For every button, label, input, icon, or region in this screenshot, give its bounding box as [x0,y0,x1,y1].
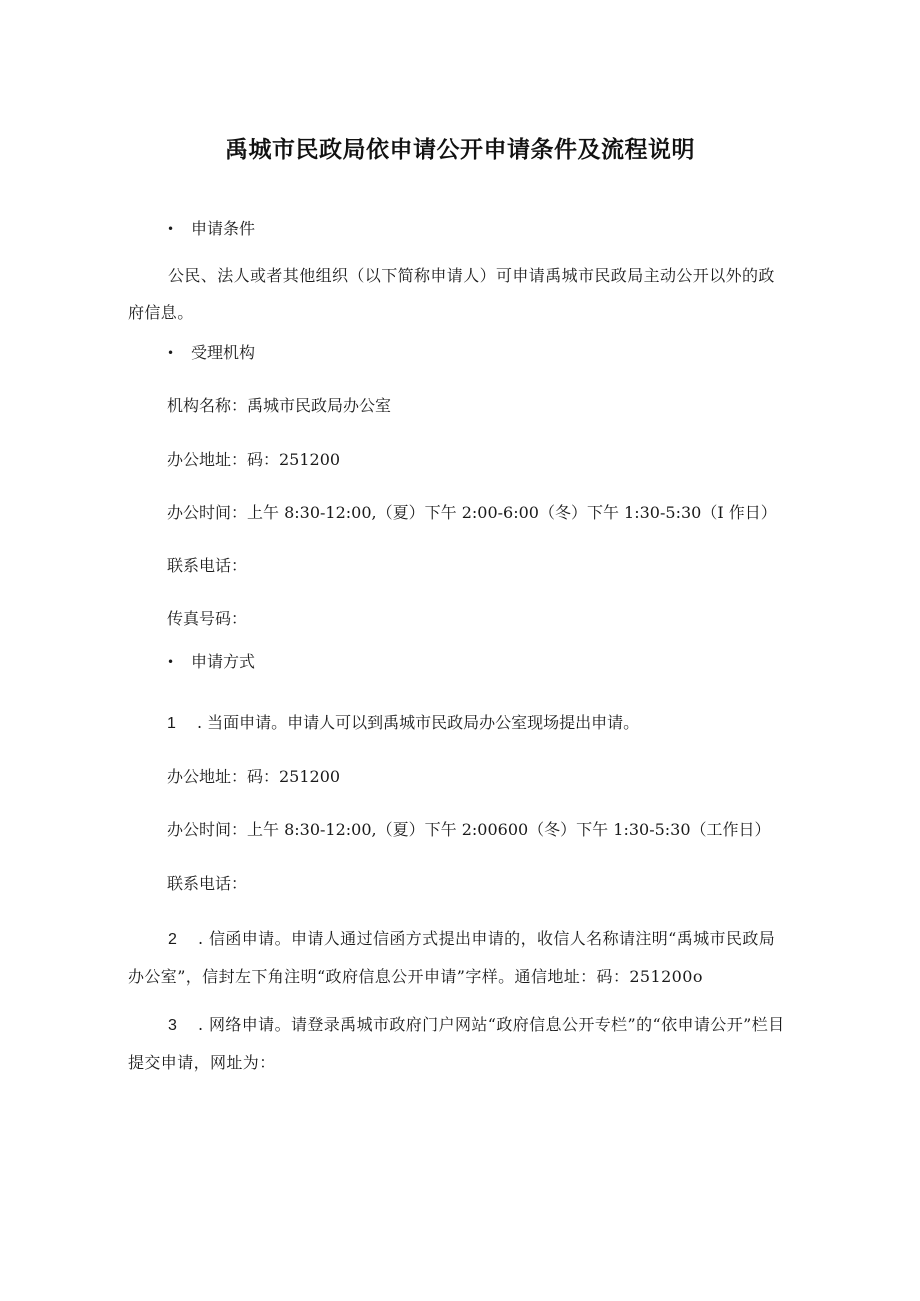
item-number: 2 [168,931,178,948]
method-item-2 [128,920,788,995]
section-heading-text: 申请方式 [191,652,256,671]
item-number: 3 [168,1017,178,1034]
item-text: . 信函申请。申请人通过信函方式提出申请的，收信人名称请注明“禹城市民政局办公室”，信封左下角注明“政府信息公开申请”字样。通信地址：码：251200o [128,929,776,986]
agency-hours: 办公时间：上午 8:30-12:00,（夏）下午 2:00-6:00（冬）下午 1:30-5:30（I 作日） [167,503,777,522]
method-item-3 [128,1006,788,1081]
section-heading-agency [167,342,255,364]
agency-phone: 联系电话： [167,556,248,575]
method-item-1 [167,712,639,735]
agency-fax: 传真号码： [167,609,248,628]
agency-name: 机构名称：禹城市民政局办公室 [167,396,392,415]
section-heading-methods [167,651,255,673]
conditions-paragraph: 公民、法人或者其他组织（以下简称申请人）可申请禹城市民政局主动公开以外的政府信息。 [128,266,775,322]
method-phone: 联系电话： [167,874,248,893]
page-title: 禹城市民政局依申请公开申请条件及流程说明 [225,137,695,163]
method-hours: 办公时间：上午 8:30-12:00,（夏）下午 2:00600（冬）下午 1:30-5:30（工作日） [167,820,771,839]
bullet-icon: • [167,655,175,669]
item-number: 1 [167,715,176,732]
method-address: 办公地址：码：251200 [167,767,341,786]
bullet-icon: • [167,346,175,360]
bullet-icon: • [167,222,175,236]
agency-address: 办公地址：码：251200 [167,450,341,469]
item-text: . 网络申请。请登录禹城市政府门户网站“政府信息公开专栏”的“依申请公开”栏目提交申请，网址为： [128,1015,785,1072]
section-heading-conditions [167,218,255,240]
section-heading-text: 受理机构 [191,343,256,362]
section-heading-text: 申请条件 [191,219,256,238]
item-text: . 当面申请。申请人可以到禹城市民政局办公室现场提出申请。 [197,713,640,732]
